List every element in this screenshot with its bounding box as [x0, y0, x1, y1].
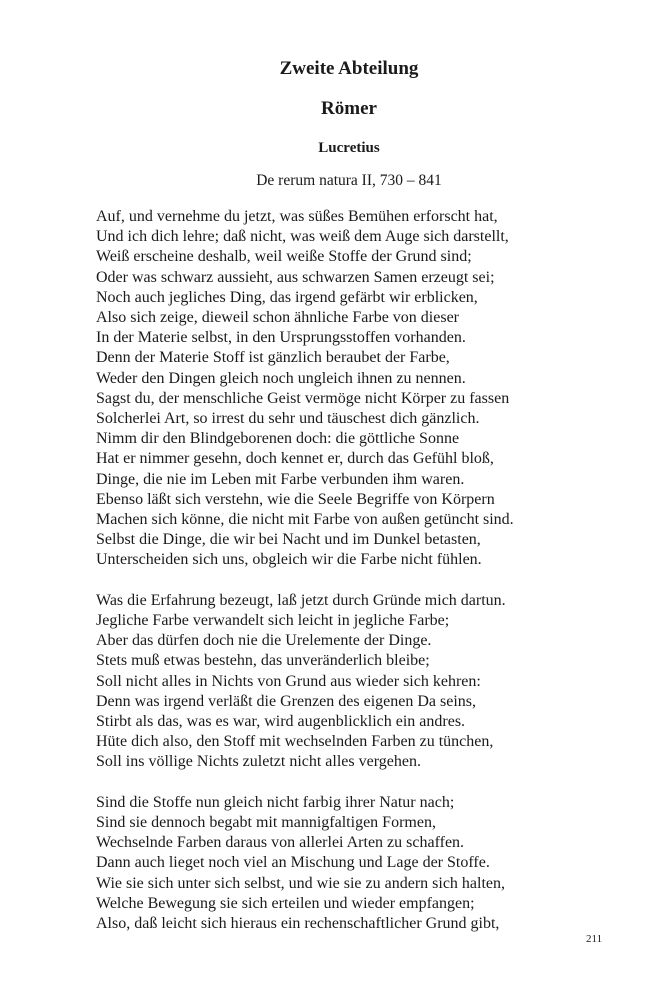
verse-line: Aber das dürfen doch nie die Urelemente der Dinge.: [96, 632, 432, 650]
source-reference: De rerum natura II, 730 – 841: [256, 172, 442, 189]
verse-line: Sagst du, der menschliche Geist vermöge nicht Körper zu fassen: [96, 389, 510, 407]
verse-line: Denn was irgend verläßt die Grenzen des eigenen Da seins,: [96, 692, 477, 710]
verse-line: Was die Erfahrung bezeugt, laß jetzt durch Gründe mich dartun.: [96, 591, 506, 609]
verse-line: Dann auch lieget noch viel an Mischung und Lage der Stoffe.: [96, 854, 490, 872]
verse-line: Dinge, die nie im Leben mit Farbe verbunden ihm waren.: [96, 470, 465, 488]
verse-line: Also sich zeige, dieweil schon ähnliche Farbe von dieser: [96, 309, 459, 327]
verse-line: Sind die Stoffe nun gleich nicht farbig ihrer Natur nach;: [96, 793, 455, 811]
verse-line: Wie sie sich unter sich selbst, und wie sie zu andern sich halten,: [96, 874, 506, 892]
verse-line: Denn der Materie Stoff ist gänzlich beraubet der Farbe,: [96, 349, 450, 367]
stanza: [96, 793, 596, 934]
verse-line: Und ich dich lehre; daß nicht, was weiß dem Auge sich darstellt,: [96, 228, 509, 246]
stanza: [96, 591, 596, 773]
poem-body: [96, 207, 596, 954]
verse-line: Solcherlei Art, so irrest du sehr und täuschest dich gänzlich.: [96, 410, 480, 428]
verse-line: Soll ins völlige Nichts zuletzt nicht alles vergehen.: [96, 753, 421, 771]
stanza: [96, 207, 596, 571]
verse-line: Jegliche Farbe verwandelt sich leicht in jegliche Farbe;: [96, 612, 450, 630]
verse-line: Stirbt als das, was es war, wird augenblicklich ein andres.: [96, 713, 466, 731]
author-heading: Lucretius: [318, 140, 380, 156]
verse-line: Nimm dir den Blindgeborenen doch: die göttliche Sonne: [96, 430, 460, 448]
verse-line: Oder was schwarz aussieht, aus schwarzen Samen erzeugt sei;: [96, 268, 495, 286]
verse-line: Hüte dich also, den Stoff mit wechselnden Farben zu tünchen,: [96, 733, 494, 751]
verse-line: Sind sie dennoch begabt mit mannigfaltigen Formen,: [96, 814, 436, 832]
verse-line: Also, daß leicht sich hieraus ein rechenschaftlicher Grund gibt,: [96, 915, 500, 933]
verse-line: Soll nicht alles in Nichts von Grund aus wieder sich kehren:: [96, 672, 481, 690]
verse-line: Auf, und vernehme du jetzt, was süßes Bemühen erforscht hat,: [96, 208, 498, 225]
verse-line: Ebenso läßt sich verstehn, wie die Seele Begriffe von Körpern: [96, 490, 495, 508]
section-title: Zweite Abteilung: [279, 58, 419, 79]
verse-line: Weder den Dingen gleich noch ungleich ihnen zu nennen.: [96, 369, 466, 387]
verse-line: Noch auch jegliches Ding, das irgend gefärbt wir erblicken,: [96, 288, 478, 306]
verse-line: In der Materie selbst, in den Ursprungsstoffen vorhanden.: [96, 329, 466, 347]
page-number: 211: [586, 933, 603, 945]
verse-line: Machen sich könne, die nicht mit Farbe von außen getüncht sind.: [96, 511, 514, 529]
verse-line: Selbst die Dinge, die wir bei Nacht und im Dunkel betasten,: [96, 531, 481, 549]
verse-line: Hat er nimmer gesehn, doch kennet er, durch das Gefühl bloß,: [96, 450, 494, 468]
verse-line: Unterscheiden sich uns, obgleich wir die Farbe nicht fühlen.: [96, 551, 482, 569]
verse-line: Stets muß etwas bestehn, das unveränderlich bleibe;: [96, 652, 430, 670]
verse-line: Weiß erscheine deshalb, weil weiße Stoffe der Grund sind;: [96, 248, 472, 266]
verse-line: Welche Bewegung sie sich erteilen und wieder empfangen;: [96, 894, 475, 912]
verse-line: Wechselnde Farben daraus von allerlei Arten zu schaffen.: [96, 834, 465, 852]
group-title: Römer: [321, 98, 377, 119]
